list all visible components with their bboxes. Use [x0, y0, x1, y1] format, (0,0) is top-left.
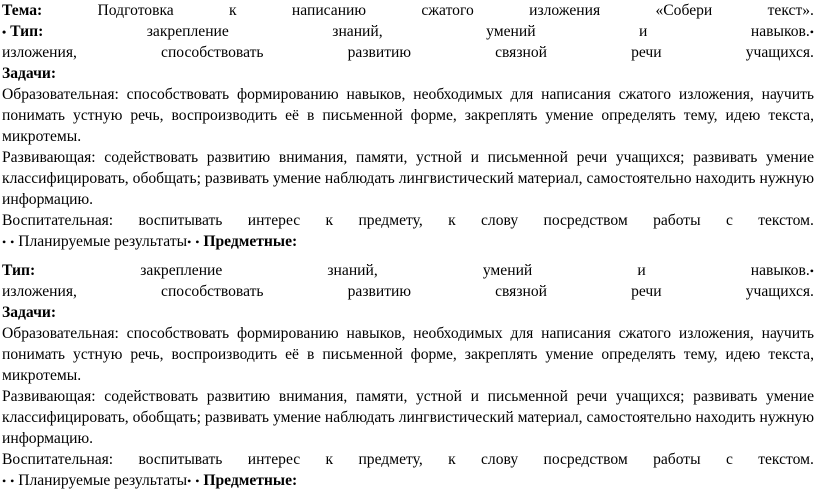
- theme-word: изложения: [529, 2, 601, 19]
- upbringing-word: интерес: [247, 212, 301, 229]
- bullet-icon: •: [195, 473, 200, 488]
- type-label-group: [2, 21, 43, 43]
- bullet-icon: •: [10, 473, 15, 488]
- tasks-heading: Задачи:: [2, 65, 57, 82]
- upbringing-word: слову: [481, 451, 519, 468]
- upbringing-word: работы: [653, 212, 701, 229]
- bullet-icon: •: [809, 24, 814, 39]
- type-line-2: [2, 260, 814, 281]
- goal-word: речи: [631, 44, 662, 61]
- upbringing-word: Воспитательная:: [2, 212, 114, 229]
- goal-word: развитию: [347, 283, 412, 300]
- type-line: [2, 21, 814, 42]
- goal-line-2: [2, 281, 814, 302]
- type-word: умений: [482, 262, 533, 279]
- goal-word: способствовать: [161, 283, 264, 300]
- upbringing-word: текстом.: [758, 451, 814, 468]
- upbringing-word: интерес: [247, 451, 301, 468]
- upbringing-goal-line-2: [2, 449, 814, 470]
- upbringing-word: с: [725, 212, 733, 229]
- bullet-icon: •: [10, 234, 15, 249]
- type-label: Тип:: [10, 23, 44, 40]
- theme-word: Подготовка: [97, 2, 174, 19]
- educational-goal-paragraph: Образовательная: способствовать формированию навыков, необходимых для написания сжатого изложения, научить понимать устную речь, воспроизводить её в письменной форме, закреплять умение определять тему, идею текста, микротемы.: [2, 86, 814, 145]
- subject-results-label: Предметные:: [203, 472, 298, 489]
- bullet-icon: •: [187, 234, 192, 249]
- planned-results-label: Планируемые результаты: [18, 472, 188, 489]
- upbringing-goal-line: [2, 210, 814, 231]
- subject-results-label: Предметные:: [203, 233, 298, 250]
- upbringing-word: к: [325, 451, 334, 468]
- upbringing-word: посредством: [543, 212, 628, 229]
- goal-word: изложения,: [2, 283, 77, 300]
- type-word: закрепление: [140, 262, 223, 279]
- goal-word: развитию: [347, 44, 412, 61]
- type-word: закрепление: [146, 23, 229, 40]
- bullet-icon: •: [187, 473, 192, 488]
- upbringing-word: с: [725, 451, 733, 468]
- type-word-last: навыков.•: [750, 262, 814, 279]
- upbringing-word: работы: [653, 451, 701, 468]
- upbringing-word: воспитывать: [138, 212, 223, 229]
- theme-line: [2, 0, 814, 21]
- upbringing-word: Воспитательная:: [2, 451, 114, 468]
- upbringing-word: слову: [481, 212, 519, 229]
- goal-word: учащихся.: [745, 44, 814, 61]
- type-word-last: навыков.•: [750, 23, 814, 40]
- type-word: знаний,: [332, 23, 383, 40]
- theme-word: к: [229, 2, 237, 19]
- theme-word: текст».: [767, 2, 814, 19]
- document-page: [2, 0, 814, 491]
- upbringing-word: к: [448, 451, 456, 468]
- type-word: и: [639, 23, 648, 40]
- theme-word: «Собери: [655, 2, 713, 19]
- goal-word: способствовать: [161, 44, 264, 61]
- upbringing-word: посредством: [543, 451, 628, 468]
- developmental-goal-paragraph-2: Развивающая: содействовать развитию внимания, памяти, устной и письменной речи учащихся; развивать умение классифицировать, обобщать; развивать умение наблюдать лингвистический материал, самостоятельно находить нужную информацию.: [2, 388, 814, 447]
- upbringing-word: предмету,: [358, 212, 423, 229]
- type-word: умений: [486, 23, 536, 40]
- theme-word: сжатого: [421, 2, 474, 19]
- bullet-icon: •: [195, 234, 200, 249]
- theme-word: написанию: [291, 2, 367, 19]
- upbringing-word: текстом.: [758, 212, 814, 229]
- planned-results-line: [2, 231, 814, 252]
- goal-word: связной: [495, 283, 547, 300]
- goal-word: изложения,: [2, 44, 77, 61]
- theme-label: Тема:: [2, 2, 43, 19]
- goal-word: учащихся.: [745, 283, 814, 300]
- bullet-icon: •: [2, 234, 7, 249]
- goal-word: связной: [495, 44, 547, 61]
- bullet-icon: •: [2, 473, 7, 488]
- planned-results-label: Планируемые результаты: [18, 233, 188, 250]
- developmental-goal-paragraph: Развивающая: содействовать развитию внимания, памяти, устной и письменной речи учащихся; развивать умение классифицировать, обобщать; развивать умение наблюдать лингвистический материал, самостоятельно находить нужную информацию.: [2, 149, 814, 208]
- goal-line: [2, 42, 814, 63]
- upbringing-word: предмету,: [358, 451, 423, 468]
- planned-results-line-2: [2, 470, 814, 491]
- type-word: знаний,: [327, 262, 378, 279]
- upbringing-word: к: [448, 212, 456, 229]
- type-label: Тип:: [2, 262, 36, 279]
- upbringing-word: к: [325, 212, 334, 229]
- bullet-icon: •: [809, 263, 814, 278]
- goal-word: речи: [631, 283, 662, 300]
- upbringing-word: воспитывать: [138, 451, 223, 468]
- type-word: и: [637, 262, 646, 279]
- tasks-heading-2: Задачи:: [2, 304, 57, 321]
- bullet-icon: •: [2, 24, 7, 39]
- educational-goal-paragraph-2: Образовательная: способствовать формированию навыков, необходимых для написания сжатого изложения, научить понимать устную речь, воспроизводить её в письменной форме, закреплять умение определять тему, идею текста, микротемы.: [2, 325, 814, 384]
